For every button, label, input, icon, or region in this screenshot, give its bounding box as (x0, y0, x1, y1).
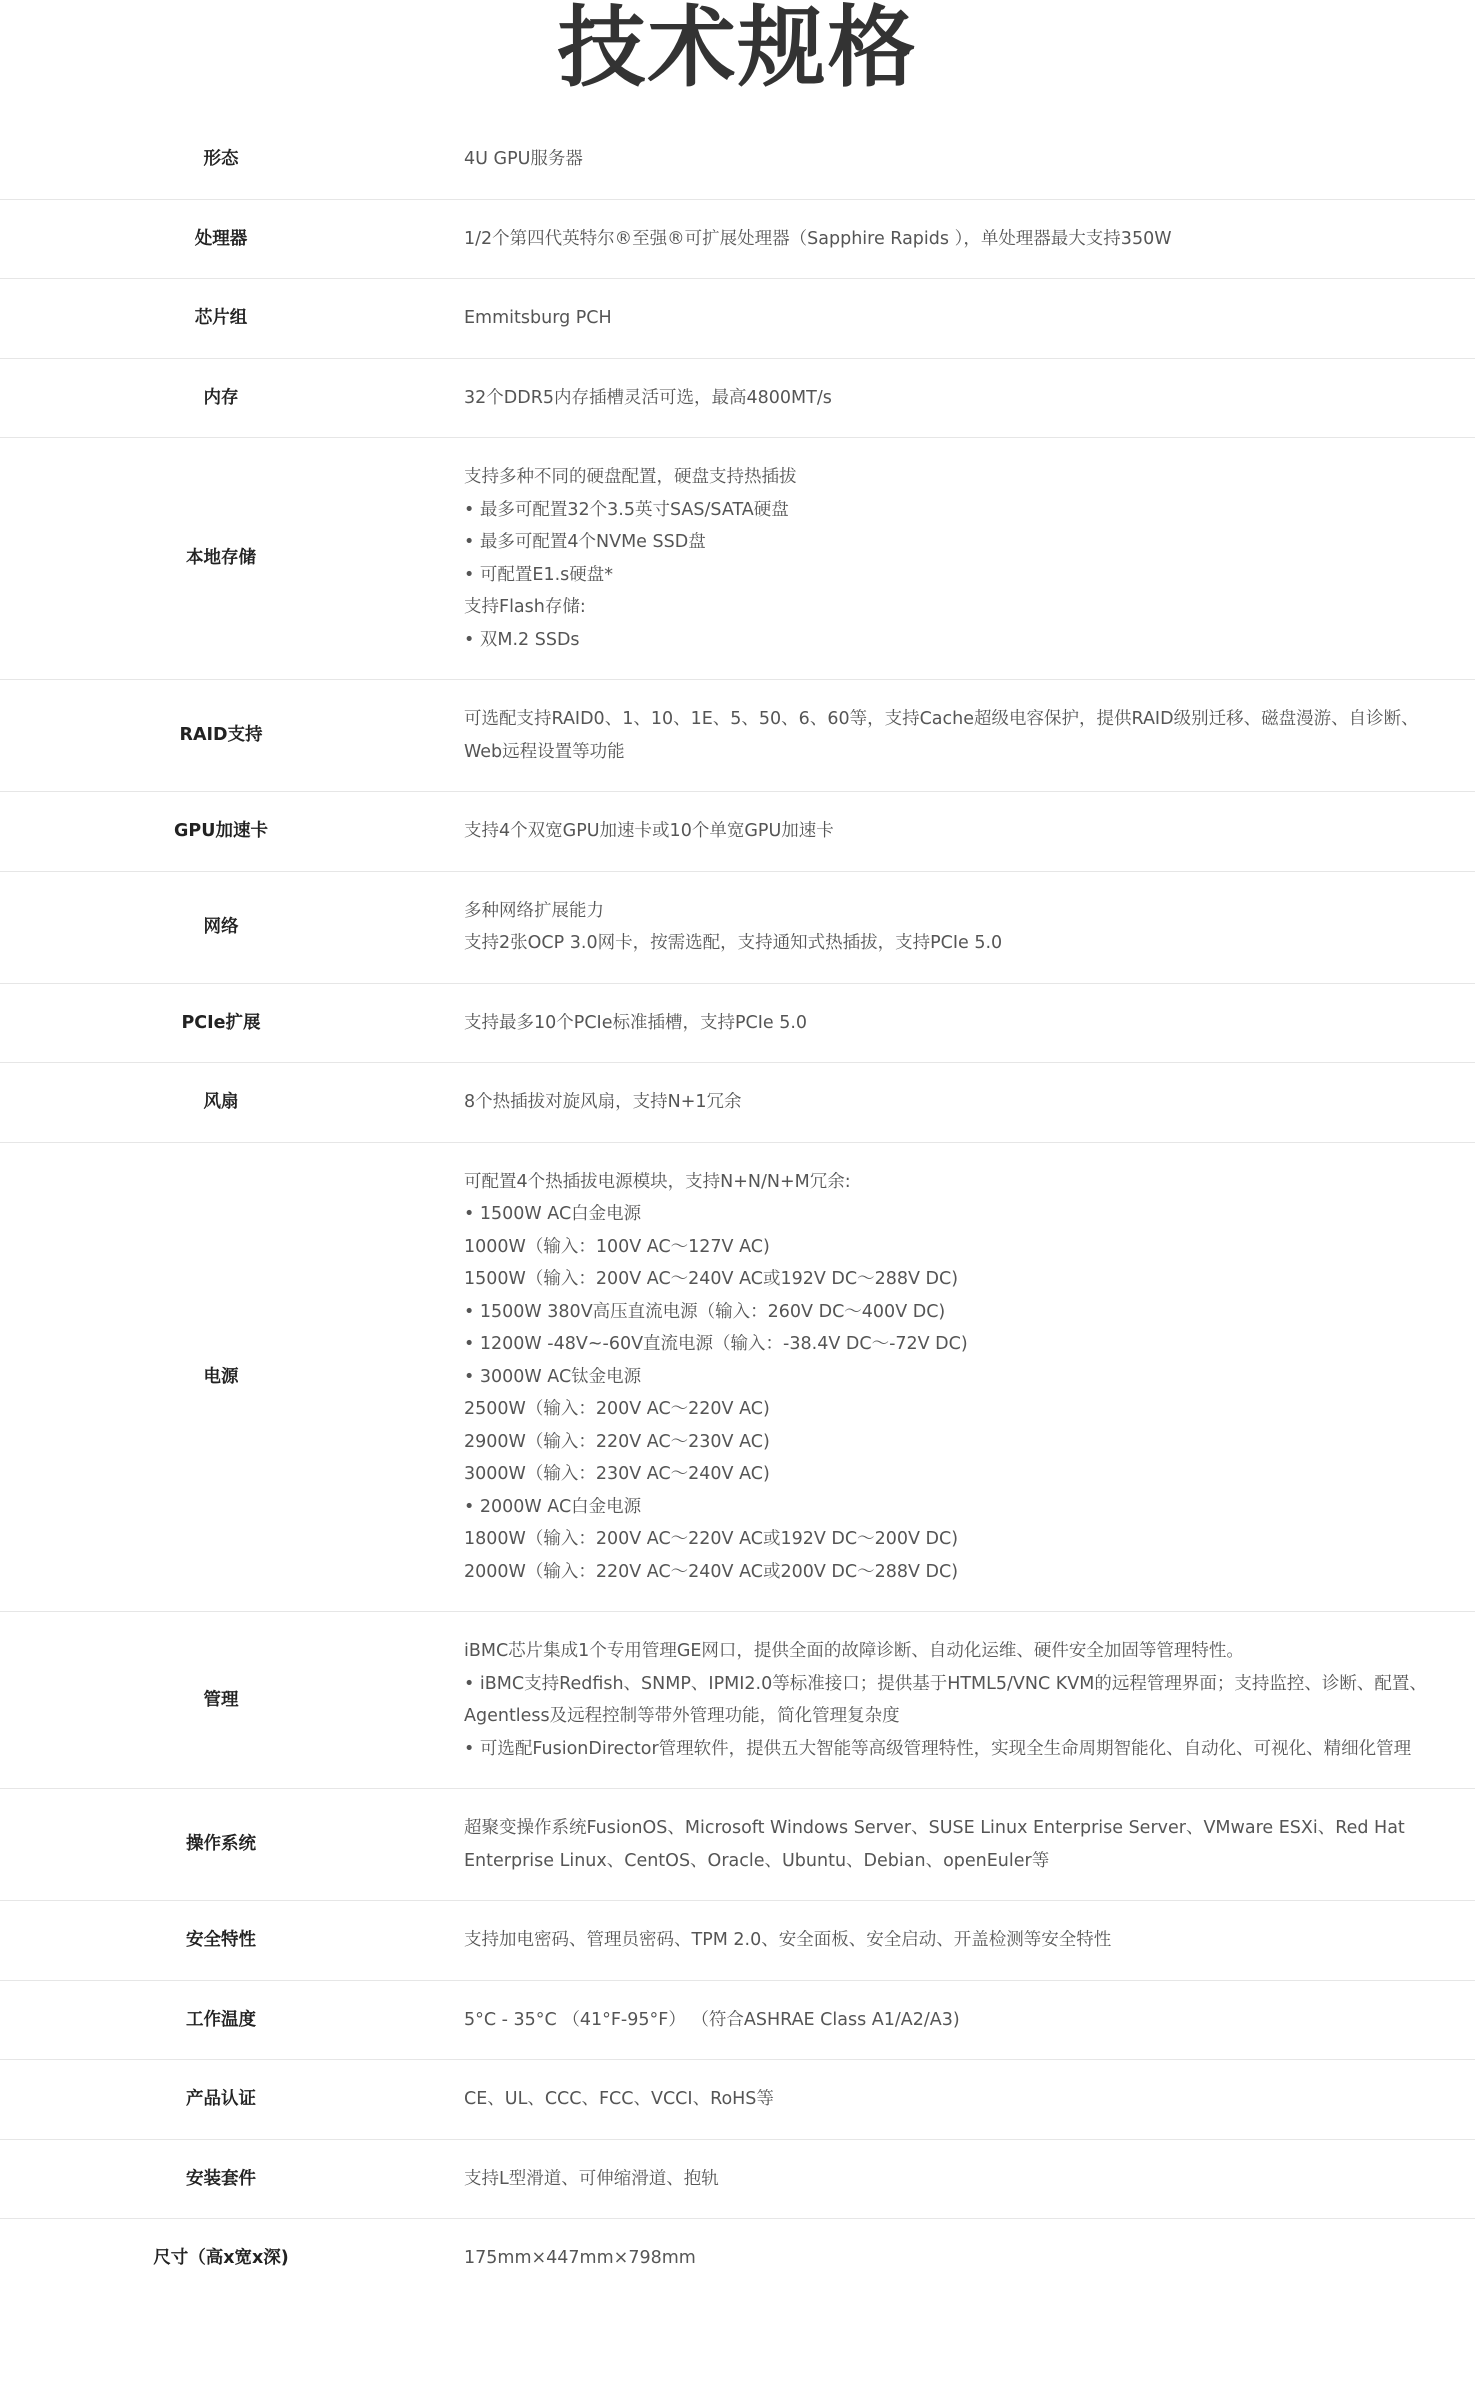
spec-label: 操作系统 (0, 1789, 442, 1901)
spec-value-line: 支持加电密码、管理员密码、TPM 2.0、安全面板、安全启动、开盖检测等安全特性 (464, 1930, 1112, 1950)
spec-value (442, 792, 1475, 872)
spec-value-line: iBMC芯片集成1个专用管理GE网口，提供全面的故障诊断、自动化运维、硬件安全加固等管理特性。 (464, 1641, 1244, 1661)
spec-value-line: • 可选配FusionDirector管理软件，提供五大智能等高级管理特性，实现全生命周期智能化、自动化、可视化、精细化管理 (464, 1738, 1412, 1759)
spec-value-line: 多种网络扩展能力 (464, 900, 604, 921)
spec-row (0, 2139, 1475, 2219)
spec-value-line: • 可配置E1.s硬盘* (464, 564, 614, 585)
spec-value-line: 1800W（输入：200V AC～220V AC或192V DC～200V DC) (464, 1529, 959, 1549)
spec-value (442, 279, 1475, 359)
spec-value-line: CE、UL、CCC、FCC、VCCI、RoHS等 (464, 2089, 774, 2109)
spec-value-line: 支持4个双宽GPU加速卡或10个单宽GPU加速卡 (464, 821, 834, 841)
spec-row (0, 1789, 1475, 1901)
spec-row (0, 2060, 1475, 2140)
spec-row (0, 120, 1475, 199)
page-title: 技术规格 (557, 0, 918, 99)
spec-label: 管理 (0, 1612, 442, 1789)
spec-value-line: • 最多可配置4个NVMe SSD盘 (464, 532, 706, 552)
spec-label: 本地存储 (0, 438, 442, 680)
spec-value-line: 支持最多10个PCIe标准插槽，支持PCIe 5.0 (464, 1012, 808, 1033)
spec-label: 产品认证 (0, 2060, 442, 2140)
spec-value (442, 1142, 1475, 1612)
spec-value-line: • 1500W 380V高压直流电源（输入：260V DC～400V DC) (464, 1301, 946, 1322)
spec-value-line: • 1200W -48V~-60V直流电源（输入：-38.4V DC～-72V DC) (464, 1334, 968, 1354)
spec-value-line: 8个热插拔对旋风扇，支持N+1冗余 (464, 1092, 742, 1112)
spec-value (442, 871, 1475, 983)
spec-value (442, 1789, 1475, 1901)
spec-value-line: 2000W（输入：220V AC～240V AC或200V DC～288V DC) (464, 1561, 959, 1582)
spec-row (0, 199, 1475, 279)
spec-table-body (0, 120, 1475, 2298)
spec-value-line: • iBMC支持Redfish、SNMP、IPMI2.0等标准接口；提供基于HTML5/VNC KVM的远程管理界面；支持监控、诊断、配置、Agentless及远程控制等带外管理功能，简化管理复杂度 (464, 1673, 1427, 1726)
spec-value-line: 1/2个第四代英特尔®至强®可扩展处理器（Sapphire Rapids ），单处理器最大支持350W (464, 228, 1172, 249)
spec-value (442, 2219, 1475, 2298)
spec-value-line: 2900W（输入：220V AC～230V AC) (464, 1431, 770, 1452)
spec-value (442, 1063, 1475, 1143)
spec-row (0, 1063, 1475, 1143)
spec-label: 芯片组 (0, 279, 442, 359)
spec-value-line: 支持Flash存储: (464, 597, 586, 617)
spec-value (442, 120, 1475, 199)
spec-label: 内存 (0, 358, 442, 438)
spec-value-line: 支持L型滑道、可伸缩滑道、抱轨 (464, 2168, 719, 2189)
spec-value (442, 1980, 1475, 2060)
spec-value-line: 可选配支持RAID0、1、10、1E、5、50、6、60等，支持Cache超级电容保护，提供RAID级别迁移、磁盘漫游、自诊断、Web远程设置等功能 (464, 709, 1419, 762)
spec-row (0, 983, 1475, 1063)
spec-label: 安全特性 (0, 1901, 442, 1981)
spec-value-line: 32个DDR5内存插槽灵活可选，最高4800MT/s (464, 387, 832, 408)
spec-value-line: • 2000W AC白金电源 (464, 1496, 642, 1517)
spec-value (442, 199, 1475, 279)
spec-value-line: 5°C - 35°C （41°F-95°F） （符合ASHRAE Class A1/A2/A3) (464, 2009, 960, 2030)
spec-label: 安装套件 (0, 2139, 442, 2219)
spec-label: GPU加速卡 (0, 792, 442, 872)
spec-label: 风扇 (0, 1063, 442, 1143)
spec-value-line: • 1500W AC白金电源 (464, 1204, 642, 1224)
spec-value (442, 1612, 1475, 1789)
spec-row (0, 1901, 1475, 1981)
spec-value-line: 2500W（输入：200V AC～220V AC) (464, 1399, 770, 1419)
spec-value-line: 3000W（输入：230V AC～240V AC) (464, 1464, 770, 1484)
spec-row (0, 792, 1475, 872)
spec-value (442, 2139, 1475, 2219)
spec-value-line: Emmitsburg PCH (464, 308, 612, 328)
spec-label: 形态 (0, 120, 442, 199)
spec-table (0, 120, 1475, 2298)
spec-value (442, 1901, 1475, 1981)
spec-row (0, 438, 1475, 680)
spec-row (0, 2219, 1475, 2298)
spec-row (0, 358, 1475, 438)
spec-row (0, 1612, 1475, 1789)
spec-value (442, 983, 1475, 1063)
spec-row (0, 871, 1475, 983)
spec-value-line: 支持2张OCP 3.0网卡，按需选配，支持通知式热插拔，支持PCIe 5.0 (464, 933, 1003, 953)
spec-value (442, 2060, 1475, 2140)
spec-label: 尺寸（高x宽x深) (153, 2248, 289, 2268)
spec-label: RAID支持 (0, 680, 442, 792)
spec-value-line: • 3000W AC钛金电源 (464, 1366, 642, 1387)
spec-value (442, 438, 1475, 680)
spec-value (442, 358, 1475, 438)
spec-row (0, 1980, 1475, 2060)
spec-value-line: • 双M.2 SSDs (464, 629, 580, 650)
spec-value-line: 1500W（输入：200V AC～240V AC或192V DC～288V DC) (464, 1269, 959, 1289)
spec-label: 处理器 (0, 199, 442, 279)
spec-value-line: 1000W（输入：100V AC～127V AC) (464, 1236, 770, 1257)
spec-value-line: 可配置4个热插拔电源模块，支持N+N/N+M冗余: (464, 1171, 851, 1192)
spec-value-line: • 最多可配置32个3.5英寸SAS/SATA硬盘 (464, 499, 789, 520)
spec-value-line: 175mm×447mm×798mm (464, 2248, 696, 2268)
spec-label: PCIe扩展 (0, 983, 442, 1063)
spec-value-line: 超聚变操作系统FusionOS、Microsoft Windows Server、SUSE Linux Enterprise Server、VMware ESXi、Red Hat Enterprise Linux、CentOS、Oracle、Ubuntu、Debian、openEuler等 (464, 1818, 1405, 1871)
spec-label: 电源 (0, 1142, 442, 1612)
spec-value-line: 4U GPU服务器 (464, 149, 583, 169)
spec-row (0, 680, 1475, 792)
spec-row (0, 279, 1475, 359)
spec-row (0, 1142, 1475, 1612)
spec-label: 网络 (0, 871, 442, 983)
spec-value-line: 支持多种不同的硬盘配置，硬盘支持热插拔 (464, 467, 797, 487)
spec-label: 工作温度 (0, 1980, 442, 2060)
spec-value (442, 680, 1475, 792)
